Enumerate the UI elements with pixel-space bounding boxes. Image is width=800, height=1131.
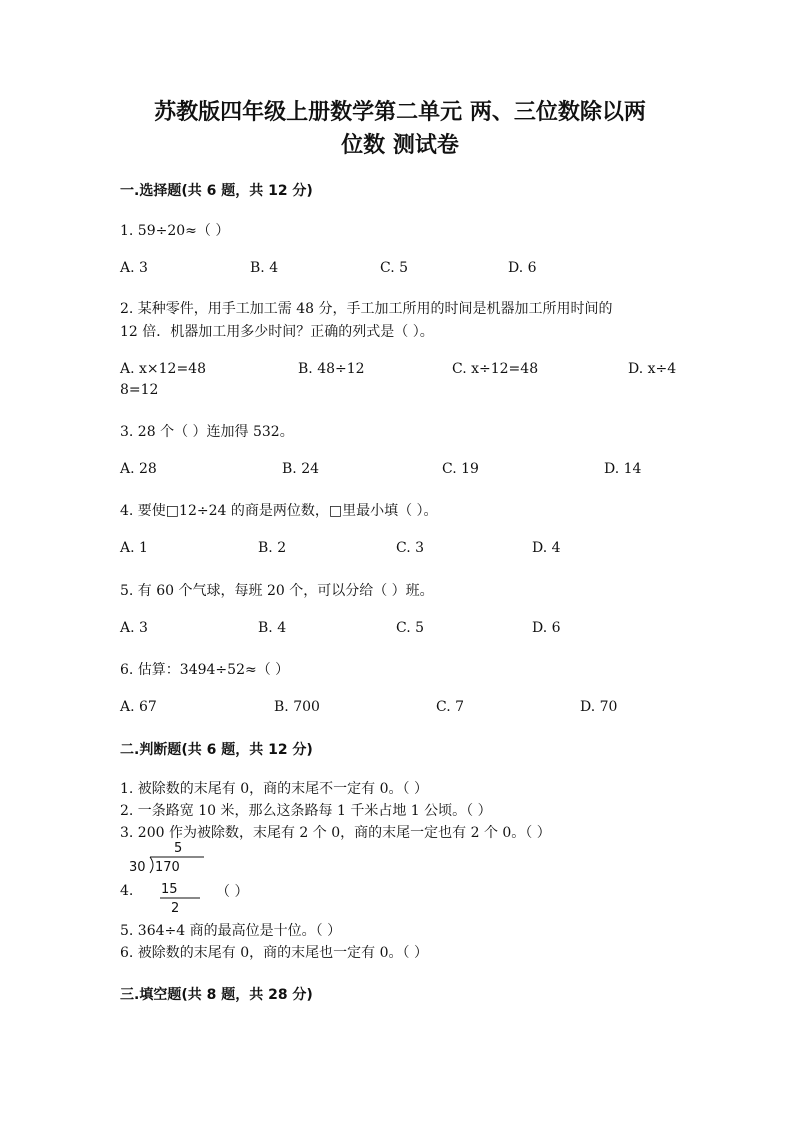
judge-1: 1. 被除数的末尾有 0，商的末尾不一定有 0。（ ） — [120, 781, 428, 797]
q5-option-b: B. 4 — [258, 620, 287, 636]
judge-6: 6. 被除数的末尾有 0，商的末尾也一定有 0。（ ） — [120, 945, 428, 961]
judge-3: 3. 200 作为被除数，末尾有 2 个 0，商的末尾一定也有 2 个 0。（ ） — [120, 825, 551, 841]
q2-option-a: A. x×12=48 — [120, 361, 206, 377]
page-title — [100, 96, 700, 162]
q1-option-c: C. 5 — [380, 260, 409, 276]
q4-option-d: D. 4 — [532, 540, 561, 556]
judge-5: 5. 364÷4 商的最高位是十位。（ ） — [120, 923, 342, 939]
q2-option-d: D. x÷4 — [628, 361, 677, 377]
q3-option-a: A. 28 — [120, 461, 157, 477]
title-line-1: 苏教版四年级上册数学第二单元 两、三位数除以两 — [154, 100, 646, 125]
q1-option-d: D. 6 — [508, 260, 537, 276]
question-2-line-1: 2. 某种零件，用手工加工需 48 分，手工加工所用的时间是机器加工所用时间的 — [120, 301, 613, 317]
q4-option-c: C. 3 — [396, 540, 425, 556]
question-4: 4. 要使□12÷24 的商是两位数，□里最小填（ ）。 — [120, 503, 438, 519]
q2-option-c: C. x÷12=48 — [452, 361, 539, 377]
section-heading-choice: 一.选择题(共 6 题，共 12 分) — [120, 183, 313, 199]
section-heading-fill: 三.填空题(共 8 题，共 28 分) — [120, 987, 313, 1003]
q6-option-c: C. 7 — [436, 699, 465, 715]
q3-option-d: D. 14 — [604, 461, 642, 477]
q2-option-d-continued: 8=12 — [120, 382, 159, 398]
division-remainder: 2 — [171, 901, 180, 916]
q2-option-b: B. 48÷12 — [298, 361, 365, 377]
q5-option-d: D. 6 — [532, 620, 561, 636]
q5-option-c: C. 5 — [396, 620, 425, 636]
question-3: 3. 28 个（ ）连加得 532。 — [120, 424, 294, 440]
long-division-figure — [128, 840, 218, 920]
question-5: 5. 有 60 个气球，每班 20 个，可以分给（ ）班。 — [120, 583, 434, 599]
question-2-line-2: 12 倍．机器加工用多少时间？正确的列式是（ ）。 — [120, 324, 434, 340]
question-1: 1. 59÷20≈（ ） — [120, 223, 230, 239]
division-product: 15 — [161, 882, 178, 897]
q4-option-a: A. 1 — [120, 540, 148, 556]
division-quotient: 5 — [174, 841, 183, 856]
q1-option-b: B. 4 — [250, 260, 279, 276]
q6-option-d: D. 70 — [580, 699, 618, 715]
q4-option-b: B. 2 — [258, 540, 287, 556]
division-divisor: 30 — [129, 860, 146, 875]
q6-option-a: A. 67 — [120, 699, 157, 715]
question-6: 6. 估算：3494÷52≈（ ） — [120, 662, 290, 678]
division-dividend: 170 — [155, 860, 180, 875]
title-line-2: 位数 测试卷 — [341, 133, 459, 158]
judge-4-number: 4. — [120, 883, 134, 899]
q3-option-b: B. 24 — [282, 461, 320, 477]
judge-4-answer-paren: （ ） — [216, 884, 249, 900]
q3-option-c: C. 19 — [442, 461, 479, 477]
q6-option-b: B. 700 — [274, 699, 320, 715]
section-heading-judge: 二.判断题(共 6 题，共 12 分) — [120, 742, 313, 758]
q5-option-a: A. 3 — [120, 620, 148, 636]
judge-2: 2. 一条路宽 10 米，那么这条路每 1 千米占地 1 公顷。（ ） — [120, 803, 492, 819]
q1-option-a: A. 3 — [120, 260, 148, 276]
